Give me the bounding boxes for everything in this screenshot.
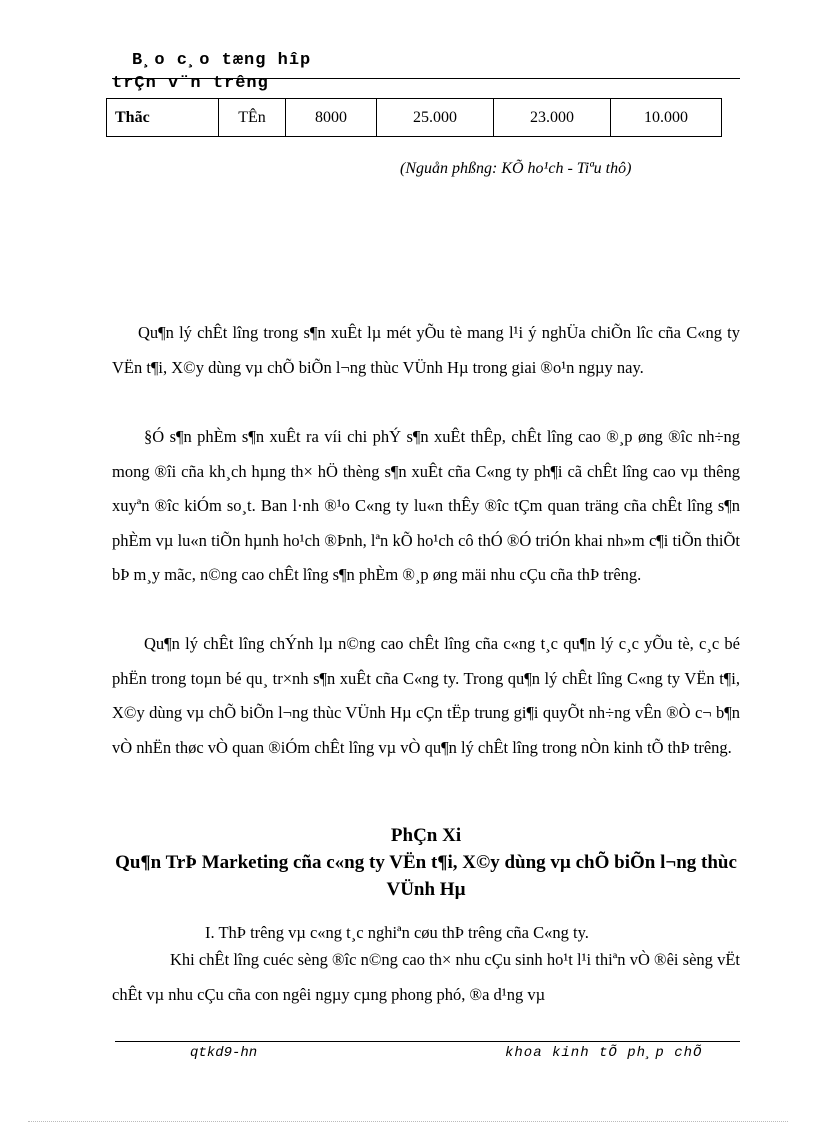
source-note: (Nguån phßng: KÕ ho¹ch - Tiªu thô)	[400, 160, 632, 177]
data-table	[106, 98, 722, 137]
table-cell: 10.000	[611, 99, 722, 137]
section-title: Qu¶n TrÞ Marketing cña c«ng ty VËn t¶i, X©y dùng vµ chÕ biÕn l¬ng thùc VÜnh Hµ	[115, 852, 737, 900]
report-title: B¸o c¸o tæng hîp	[132, 51, 312, 70]
footer-left-text: qtkd9-hn	[190, 1045, 258, 1061]
paragraph-quality-management: Qu¶n lý chÊt lîng chÝnh lµ n©ng cao chÊt lîng cña c«ng t¸c qu¶n lý c¸c yÕu tè, c¸c bé phËn trong toµn bé qu¸ tr×nh s¶n xuÊt cña C«ng ty. Trong qu¶n lý chÊt lîng C«ng ty VËn t¶i, X©y dùng vµ chÕ biÕn l¬ng thùc VÜnh Hµ cÇn tËp trung gi¶i quyÕt nh÷ng vÊn ®Ò c¬ b¶n vÒ nhËn thøc vÒ quan ®iÓm chÊt lîng vµ vÒ qu¶n lý chÊt lîng trong nÒn kinh tÕ thÞ trêng.	[112, 634, 740, 757]
section-part-heading: PhÇn Xi	[390, 825, 462, 846]
table-cell: 25.000	[377, 99, 494, 137]
table-cell: 23.000	[494, 99, 611, 137]
table-row	[107, 99, 722, 137]
table-cell: TÊn	[219, 99, 286, 137]
paragraph-quality-intro: Qu¶n lý chÊt lîng trong s¶n xuÊt lµ mét yÕu tè mang l¹i ý nghÜa chiÕn lîc cña C«ng ty VËn t¶i, X©y dùng vµ chÕ biÕn l¬ng thùc VÜnh Hµ trong giai ®o¹n ngµy nay.	[112, 323, 740, 377]
paragraph-quality-cost: §Ó s¶n phÈm s¶n xuÊt ra víi chi phÝ s¶n xuÊt thÊp, chÊt lîng cao ®¸p øng ®îc nh÷ng mong ®îi cña kh¸ch hµng th× hÖ thèng s¶n xuÊt cña C«ng ty ph¶i cã chÊt lîng cao vµ thêng xuyªn ®îc kiÓm so¸t. Ban l·nh ®¹o C«ng ty lu«n thÊy ®îc tÇm quan träng cña chÊt lîng s¶n phÈm vµ lu«n tiÕn hµnh ho¹ch ®Þnh, lªn kÕ ho¹ch cô thÓ ®Ó triÓn khai nh»m c¶i tiÕn thiÕt bÞ m¸y mãc, n©ng cao chÊt lîng s¶n phÈm ®¸p øng mäi nhu cÇu cña thÞ trêng.	[112, 427, 740, 584]
subsection-heading: I. ThÞ trêng vµ c«ng t¸c nghiªn cøu thÞ trêng cña C«ng ty.	[205, 923, 589, 942]
table-cell: Thãc	[107, 99, 219, 137]
table-cell: 8000	[286, 99, 377, 137]
page-border	[28, 1121, 788, 1122]
footer-divider	[115, 1041, 740, 1042]
paragraph-market-intro: Khi chÊt lîng cuéc sèng ®îc n©ng cao th× nhu cÇu sinh ho¹t l¹i thiªn vÒ ®êi sèng vËt chÊt vµ nhu cÇu cña con ngêi ngµy cµng phong phó, ®a d¹ng vµ	[112, 950, 740, 1004]
author-name: trÇn v¨n trêng	[112, 74, 269, 93]
footer-right-text: khoa kinh tÕ ph¸p chÕ	[505, 1045, 703, 1061]
